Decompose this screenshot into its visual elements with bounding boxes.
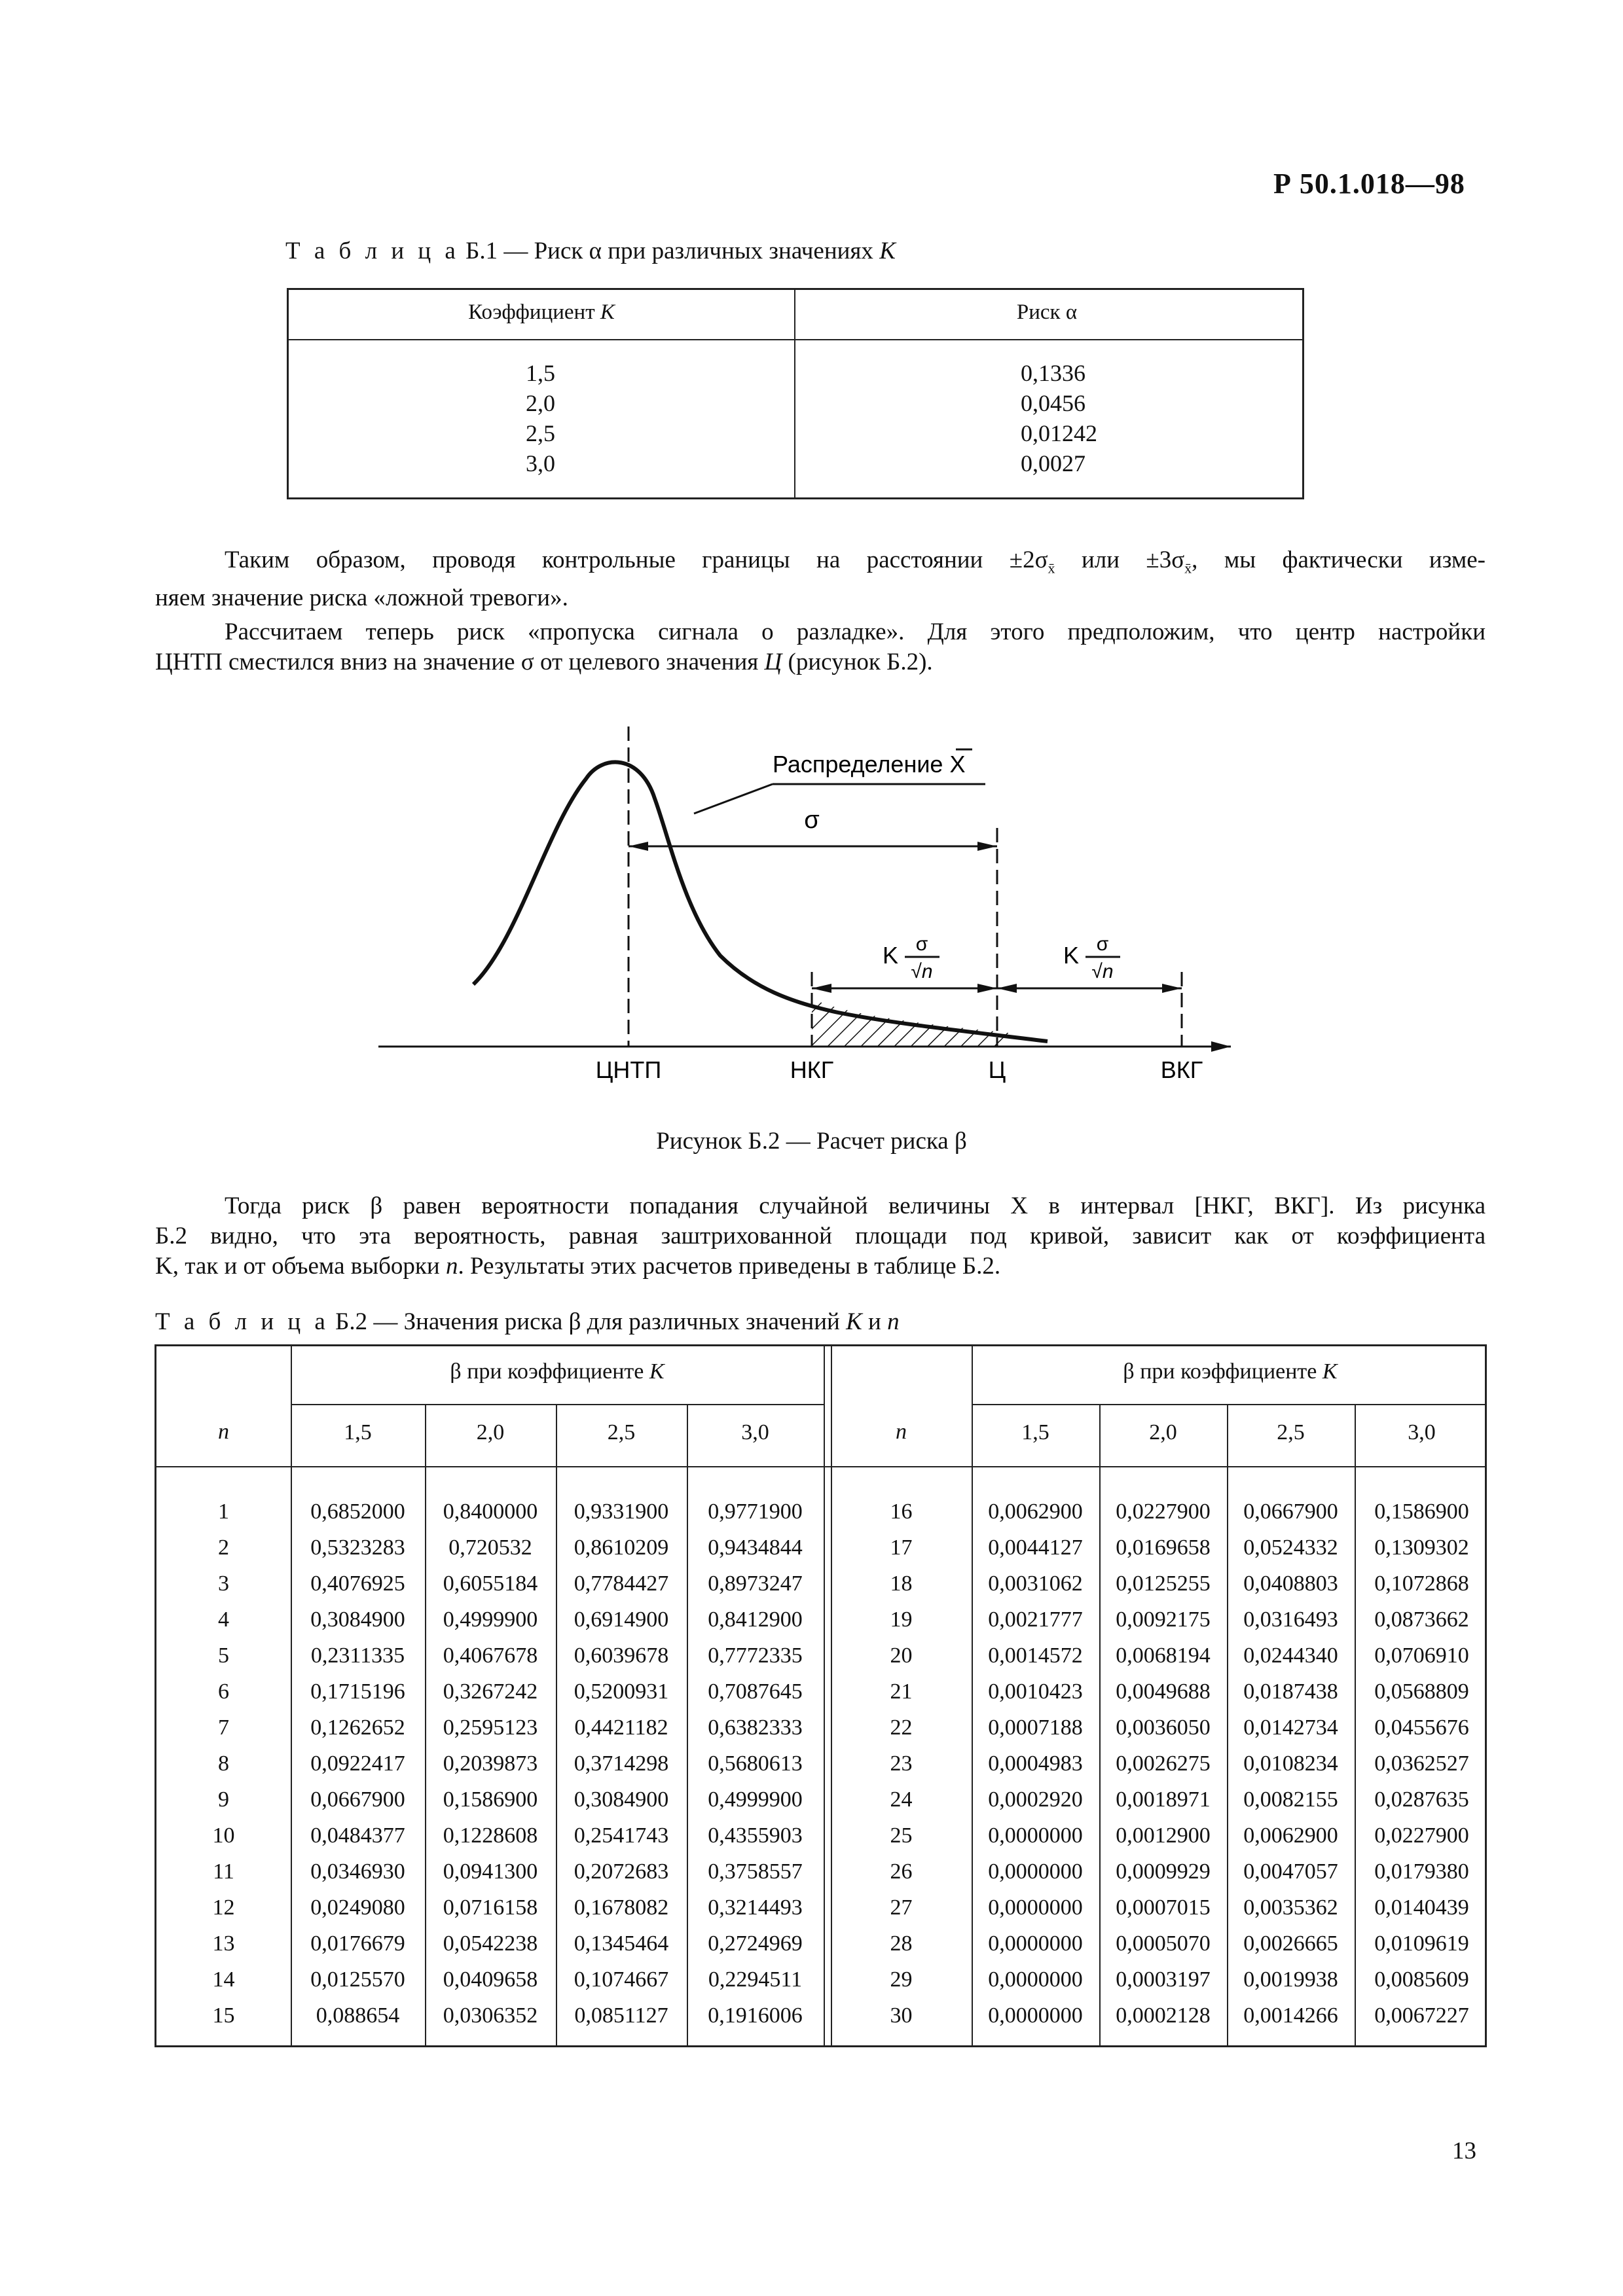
table2-cell: 0,0455676 [1374, 1715, 1469, 1740]
figure-distribution-curve [473, 762, 1048, 1041]
paragraph-beta-risk-explanation [155, 1191, 1486, 1282]
paragraph1-text-b: или ±3σ [1055, 547, 1185, 573]
table2-cell: 0,6914900 [574, 1607, 669, 1632]
table2-cell: 0,8610209 [574, 1535, 669, 1560]
table2-cell: 0,0362527 [1374, 1751, 1469, 1776]
table2-cell: 0,2294511 [708, 1967, 803, 1992]
table2-caption-mid: и [862, 1308, 888, 1335]
table2-cell: 0,0092175 [1116, 1607, 1211, 1632]
figure-k-arrow-left-b [977, 984, 997, 993]
table2-header-beta-right [972, 1359, 1489, 1384]
table2-cell: 0,3758557 [708, 1859, 803, 1884]
table2-cell: 0,720532 [448, 1535, 532, 1560]
table2-cell: 0,0007015 [1116, 1895, 1211, 1920]
table2-cell: 0,0941300 [443, 1859, 538, 1884]
figure-sigma-frac-left: σ [915, 933, 928, 955]
paragraph-control-limits [155, 545, 1486, 613]
table2-cell: 23 [890, 1751, 913, 1776]
table2-cell: 0,5680613 [708, 1751, 803, 1776]
figure-axis-label-c: Ц [988, 1056, 1006, 1083]
table2-cell: 0,0169658 [1116, 1535, 1211, 1560]
paragraph3-line3 [155, 1251, 1486, 1282]
table2-cell: 13 [212, 1931, 235, 1956]
table2-col-k15-left [291, 1494, 425, 2034]
table2-caption-var2: n [887, 1308, 900, 1335]
table2-cell: 0,2595123 [443, 1715, 538, 1740]
table2-col-k30-right [1355, 1494, 1489, 2034]
paragraph-beta-risk-intro [155, 617, 1486, 677]
table2-cell: 0,0409658 [443, 1967, 538, 1992]
table2-k-header: 2,5 [1277, 1420, 1305, 1444]
table1-alpha-cell: 0,1336 [1021, 360, 1085, 386]
table2-cell: 0,6852000 [310, 1499, 405, 1524]
table2-header-n-left: n [218, 1420, 229, 1444]
table2-cell: 0,0484377 [310, 1823, 405, 1848]
figure-sigma-arrow-right [977, 842, 997, 851]
table2-k-header: 2,5 [607, 1420, 636, 1444]
table2-cell: 5 [218, 1643, 229, 1668]
table2-cell: 0,2724969 [708, 1931, 803, 1956]
table2-cell: 0,0716158 [443, 1895, 538, 1920]
figure-k-arrow-right-b [1162, 984, 1182, 993]
table2-caption-text: Б.2 — Значения риска β для различных значений [329, 1308, 847, 1335]
paragraph3-text-a: K, так и от объема выборки [155, 1253, 446, 1280]
table2-cell: 2 [218, 1535, 229, 1560]
table2-cell: 0,0000000 [988, 1859, 1083, 1884]
table2-k-header: 1,5 [344, 1420, 372, 1444]
table2-cell: 0,0026665 [1243, 1931, 1338, 1956]
paragraph2-text: Рассчитаем теперь риск «пропуска сигнала о разладке». Для этого предположим, что центр настройки [225, 619, 1486, 645]
table2-beta-text: β при коэффициенте [450, 1359, 649, 1384]
table2-cell: 17 [890, 1535, 913, 1560]
table2-cell: 0,3214493 [708, 1895, 803, 1920]
table2-cell: 0,0009929 [1116, 1859, 1211, 1884]
table2-cell: 0,0568809 [1374, 1679, 1469, 1704]
table-risk-alpha [287, 288, 1304, 499]
table1-header-coefficient [289, 300, 794, 325]
table2-cell: 0,0044127 [988, 1535, 1083, 1560]
table2-cell: 0,8973247 [708, 1571, 803, 1596]
table2-cell: 0,7784427 [574, 1571, 669, 1596]
table2-cell: 0,0249080 [310, 1895, 405, 1920]
table2-cell: 0,4076925 [310, 1571, 405, 1596]
table2-cell: 0,0085609 [1374, 1967, 1469, 1992]
table2-cell: 4 [218, 1607, 229, 1632]
table1-header-coefficient-var: K [600, 300, 615, 324]
table2-cell: 0,0019938 [1243, 1967, 1338, 1992]
table2-k-header: 3,0 [741, 1420, 769, 1444]
table2-cell: 22 [890, 1715, 913, 1740]
table2-cell: 30 [890, 2003, 913, 2028]
table2-cell: 0,8400000 [443, 1499, 538, 1524]
table2-cell: 21 [890, 1679, 913, 1704]
paragraph1-line2: няем значение риска «ложной тревоги». [155, 584, 568, 612]
table2-cell: 0,0018971 [1116, 1787, 1211, 1812]
table2-cell: 0,4421182 [574, 1715, 668, 1740]
table2-cell: 0,0227900 [1374, 1823, 1469, 1848]
table2-cell: 0,2039873 [443, 1751, 538, 1776]
table2-cell: 0,0316493 [1243, 1607, 1338, 1632]
table2-cell: 0,6055184 [443, 1571, 538, 1596]
table2-cell: 0,1228608 [443, 1823, 538, 1848]
paragraph3-var: n [445, 1253, 458, 1280]
table2-cell: 15 [212, 2003, 235, 2028]
table2-cell: 0,1715196 [310, 1679, 405, 1704]
paragraph2-var: Ц [764, 649, 782, 675]
table2-cell: 0,0026275 [1116, 1751, 1211, 1776]
table2-header-beta-left [291, 1359, 824, 1384]
table2-cell: 0,4999900 [443, 1607, 538, 1632]
table-risk-beta [155, 1344, 1487, 2047]
table2-cell: 0,0667900 [1243, 1499, 1338, 1524]
table2-cell: 0,4067678 [443, 1643, 538, 1668]
paragraph3-line1 [155, 1191, 1486, 1221]
table2-col-k15-right [972, 1494, 1099, 2034]
figure-sigma-frac-right: σ [1096, 933, 1109, 955]
table2-cell: 0,0068194 [1116, 1643, 1211, 1668]
table2-cell: 0,0922417 [310, 1751, 405, 1776]
table2-cell: 28 [890, 1931, 913, 1956]
table2-cell: 0,0049688 [1116, 1679, 1211, 1704]
table2-cell: 0,6039678 [574, 1643, 669, 1668]
table1-k-cell: 3,0 [526, 450, 555, 476]
figure-sigma-arrow-left [629, 842, 648, 851]
table2-cell: 0,1262652 [310, 1715, 405, 1740]
document-number: Р 50.1.018—98 [1273, 168, 1465, 200]
table2-cell: 0,3084900 [574, 1787, 669, 1812]
table2-vline [824, 1346, 825, 2045]
table2-cell: 0,0108234 [1243, 1751, 1338, 1776]
table2-cell: 0,3267242 [443, 1679, 538, 1704]
table2-cell: 0,1309302 [1374, 1535, 1469, 1560]
table2-cell: 0,1586900 [443, 1787, 538, 1812]
table2-cell: 0,0000000 [988, 1967, 1083, 1992]
table2-cell: 0,4355903 [708, 1823, 803, 1848]
table2-cell: 27 [890, 1895, 913, 1920]
table2-cell: 0,1678082 [574, 1895, 669, 1920]
table2-cell: 0,0667900 [310, 1787, 405, 1812]
table2-cell: 0,0062900 [988, 1499, 1083, 1524]
table2-cell: 0,9434844 [708, 1535, 803, 1560]
table2-cell: 0,0002920 [988, 1787, 1083, 1812]
paragraph3-text-1: Тогда риск β равен вероятности попадания случайной величины X в интервал [НКГ, ВКГ]. Из рисунка [225, 1193, 1486, 1219]
table2-cell: 0,6382333 [708, 1715, 803, 1740]
table1-alpha-cell: 0,01242 [1021, 420, 1097, 446]
table1-alpha-cell: 0,0456 [1021, 390, 1085, 416]
table2-col-k25-right [1227, 1494, 1355, 2034]
table2-cell: 0,9331900 [574, 1499, 669, 1524]
table2-cell: 0,2072683 [574, 1859, 669, 1884]
figure-sqrt-n-left: √n [911, 961, 933, 982]
table2-cell: 0,0014572 [988, 1643, 1083, 1668]
table2-caption-var1: K [846, 1308, 862, 1335]
table2-cell: 9 [218, 1787, 229, 1812]
paragraph3-text-b: . Результаты этих расчетов приведены в таблице Б.2. [458, 1253, 1001, 1280]
figure-k-arrow-left-a [812, 984, 831, 993]
table2-cell: 0,0000000 [988, 1895, 1083, 1920]
table2-col-k30-left [687, 1494, 824, 2034]
table2-cell: 8 [218, 1751, 229, 1776]
table2-cell: 0,0062900 [1243, 1823, 1338, 1848]
table2-cell: 0,0031062 [988, 1571, 1083, 1596]
table2-cell: 0,0142734 [1243, 1715, 1338, 1740]
table2-cell: 0,0082155 [1243, 1787, 1338, 1812]
page-number: 13 [1452, 2138, 1476, 2164]
paragraph1-text-a: Таким образом, проводя контрольные границы на расстоянии ±2σ [225, 547, 1048, 573]
table2-cell: 20 [890, 1643, 913, 1668]
table2-cell: 0,0227900 [1116, 1499, 1211, 1524]
table2-beta-var: K [649, 1359, 665, 1384]
table2-cell: 24 [890, 1787, 913, 1812]
paragraph2-text-a: ЦНТП сместился вниз на значение σ от целевого значения [155, 649, 765, 675]
table2-cell: 0,1916006 [708, 2003, 803, 2028]
table2-cell: 18 [890, 1571, 913, 1596]
table1-header-coefficient-text: Коэффициент [468, 300, 600, 324]
table2-cell: 0,0000000 [988, 1823, 1083, 1848]
table2-cell: 0,0176679 [310, 1931, 405, 1956]
table2-cell: 0,0873662 [1374, 1607, 1469, 1632]
table2-cell: 14 [212, 1967, 235, 1992]
table2-cell: 0,9771900 [708, 1499, 803, 1524]
paragraph2-line1 [155, 617, 1486, 647]
table2-cell: 0,0021777 [988, 1607, 1083, 1632]
table2-cell: 0,0002128 [1116, 2003, 1211, 2028]
table2-cell: 0,0012900 [1116, 1823, 1211, 1848]
paragraph1-text-c: , мы фактически изме- [1192, 547, 1486, 573]
table1-alpha-column [1021, 358, 1097, 478]
table1-k-cell: 2,5 [526, 420, 555, 446]
table2-cell: 0,1072868 [1374, 1571, 1469, 1596]
table2-cell: 0,3084900 [310, 1607, 405, 1632]
table2-k-header: 2,0 [1149, 1420, 1177, 1444]
table2-cell: 0,0244340 [1243, 1643, 1338, 1668]
figure-axis-label-vkg: ВКГ [1160, 1056, 1203, 1083]
table2-cell: 0,0408803 [1243, 1571, 1338, 1596]
table1-caption-text: Б.1 — Риск α при различных значениях [459, 238, 880, 264]
table2-cell: 0,0524332 [1243, 1535, 1338, 1560]
table2-cell: 0,0047057 [1243, 1859, 1338, 1884]
table2-cell: 11 [213, 1859, 234, 1884]
figure-sqrt-n-right: √n [1091, 961, 1114, 982]
table2-cell: 26 [890, 1859, 913, 1884]
table1-alpha-cell: 0,0027 [1021, 450, 1085, 476]
table2-cell: 0,1074667 [574, 1967, 669, 1992]
figure-k-label-left: K [883, 942, 899, 969]
table2-cell: 12 [212, 1895, 235, 1920]
paragraph2-text-b: (рисунок Б.2). [782, 649, 933, 675]
paragraph1-subscript-b: x̄ [1184, 560, 1192, 577]
table1-caption-var: K [879, 238, 896, 264]
table2-cell: 0,0140439 [1374, 1895, 1469, 1920]
table2-cell: 0,0036050 [1116, 1715, 1211, 1740]
table2-k-header: 3,0 [1408, 1420, 1436, 1444]
table2-cell: 0,0306352 [443, 2003, 538, 2028]
table2-cell: 0,0706910 [1374, 1643, 1469, 1668]
table2-cell: 1 [218, 1499, 229, 1524]
table2-hline [156, 1466, 1485, 1467]
table2-k-header: 1,5 [1021, 1420, 1049, 1444]
table2-cell: 0,0125570 [310, 1967, 405, 1992]
table2-k-header: 2,0 [476, 1420, 505, 1444]
table2-cell: 7 [218, 1715, 229, 1740]
table2-hline [291, 1404, 824, 1405]
table1-caption [285, 237, 896, 265]
figure-beta-risk [367, 707, 1244, 1093]
table2-cell: 25 [890, 1823, 913, 1848]
figure-axis-label-cntp: ЦНТП [595, 1056, 662, 1083]
table2-cell: 6 [218, 1679, 229, 1704]
table1-caption-prefix: Т а б л и ц а [285, 238, 460, 264]
table2-header-n-right: n [896, 1420, 907, 1444]
table2-cell: 0,0003197 [1116, 1967, 1211, 1992]
table2-col-k20-left [425, 1494, 556, 2034]
figure-k-label-right: K [1063, 942, 1080, 969]
table2-col-k20-right [1099, 1494, 1227, 2034]
table2-cell: 29 [890, 1967, 913, 1992]
table2-beta-text: β при коэффициенте [1123, 1359, 1322, 1384]
table2-cell: 10 [212, 1823, 235, 1848]
table2-col-n-left [156, 1494, 291, 2034]
table2-cell: 0,1345464 [574, 1931, 669, 1956]
table2-cell: 0,0179380 [1374, 1859, 1469, 1884]
table2-cell: 0,0007188 [988, 1715, 1083, 1740]
table2-cell: 0,3714298 [574, 1751, 669, 1776]
figure-k-arrow-right-a [997, 984, 1017, 993]
table2-cell: 0,8412900 [708, 1607, 803, 1632]
table2-cell: 0,0067227 [1374, 2003, 1469, 2028]
table2-cell: 0,2311335 [310, 1643, 405, 1668]
table2-cell: 19 [890, 1607, 913, 1632]
table2-cell: 3 [218, 1571, 229, 1596]
table2-cell: 0,7772335 [708, 1643, 803, 1668]
table2-caption-prefix: Т а б л и ц а [155, 1308, 329, 1335]
table2-cell: 0,0287635 [1374, 1787, 1469, 1812]
table2-hline [972, 1404, 1485, 1405]
table2-cell: 16 [890, 1499, 913, 1524]
figure-leader-line [694, 784, 773, 814]
table2-cell: 0,4999900 [708, 1787, 803, 1812]
table2-cell: 0,2541743 [574, 1823, 669, 1848]
table2-cell: 0,0010423 [988, 1679, 1083, 1704]
table2-cell: 0,0542238 [443, 1931, 538, 1956]
table1-header-risk: Риск α [1016, 300, 1078, 324]
table2-cell: 0,0004983 [988, 1751, 1083, 1776]
table2-cell: 0,0035362 [1243, 1895, 1338, 1920]
table2-caption [155, 1308, 900, 1336]
table2-cell: 0,0109619 [1374, 1931, 1469, 1956]
figure-axis-label-nkg: НКГ [790, 1056, 834, 1083]
figure-axis-arrowhead [1211, 1041, 1231, 1052]
paragraph2-line2 [155, 647, 1486, 677]
table2-cell: 0,0125255 [1116, 1571, 1211, 1596]
table2-cell: 0,0000000 [988, 2003, 1083, 2028]
table2-beta-var: K [1322, 1359, 1338, 1384]
figure-sigma-label: σ [804, 806, 820, 834]
figure-caption: Рисунок Б.2 — Расчет риска β [656, 1128, 967, 1155]
table2-cell: 0,5323283 [310, 1535, 405, 1560]
table1-k-cell: 2,0 [526, 390, 555, 416]
paragraph1-subscript-a: x̄ [1048, 560, 1055, 577]
table2-cell: 0,5200931 [574, 1679, 669, 1704]
table1-k-column [526, 358, 555, 478]
table2-cell: 0,0187438 [1243, 1679, 1338, 1704]
table2-cell: 0,088654 [316, 2003, 400, 2028]
table2-col-n-right [831, 1494, 972, 2034]
table2-col-k25-left [556, 1494, 687, 2034]
table2-cell: 0,0000000 [988, 1931, 1083, 1956]
table1-header-rule [289, 339, 1302, 340]
table2-cell: 0,1586900 [1374, 1499, 1469, 1524]
table2-cell: 0,0851127 [574, 2003, 668, 2028]
paragraph1-line1 [155, 545, 1486, 583]
table2-cell: 0,0346930 [310, 1859, 405, 1884]
table2-cell: 0,0014266 [1243, 2003, 1338, 2028]
figure-distribution-label: Распределение X [773, 751, 966, 778]
table2-cell: 0,0005070 [1116, 1931, 1211, 1956]
table2-cell: 0,7087645 [708, 1679, 803, 1704]
table1-k-cell: 1,5 [526, 360, 555, 386]
paragraph3-line2: Б.2 видно, что эта вероятность, равная заштрихованной площади под кривой, зависит как от коэффициента [155, 1223, 1486, 1249]
